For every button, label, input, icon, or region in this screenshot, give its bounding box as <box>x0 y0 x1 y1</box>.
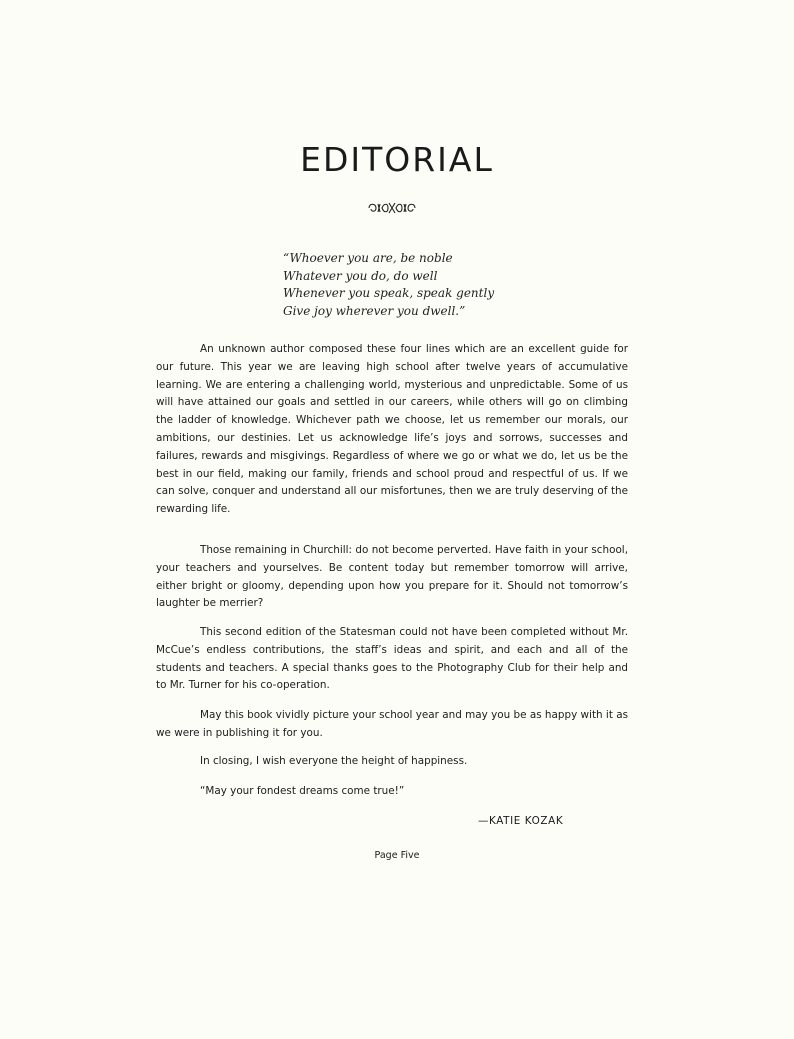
closing-line: In closing, I wish everyone the height of happiness. <box>200 755 468 767</box>
poem-verse <box>283 250 494 320</box>
poem-line: Give joy wherever you dwell.” <box>283 303 466 318</box>
poem-line: Whatever you do, do well <box>283 268 438 283</box>
poem-line: “Whoever you are, be noble <box>283 251 453 265</box>
page-title: EDITORIAL <box>300 140 494 179</box>
scroll-ornament-icon <box>366 200 418 216</box>
body-paragraph: May this book vividly picture your school year and may you be as happy with it as we were in publishing it for you. <box>156 709 628 739</box>
body-paragraph: This second edition of the Statesman could not have been completed without Mr. McCue’s endless contributions, the staff’s ideas and spirit, and each and all of the students and teachers. A special thanks goes to the Photography Club for their help and to Mr. Turner for his co-operation. <box>156 626 628 692</box>
page-number: Page Five <box>374 850 420 861</box>
closing-quote: “May your fondest dreams come true!” <box>200 785 405 797</box>
body-paragraph: An unknown author composed these four lines which are an excellent guide for our future. This year we are leaving high school after twelve years of accumulative learning. We are entering a challenging world, mysterious and unpredictable. Some of us will have attained our goals and settled in our careers, while others will go on climbing the ladder of knowledge. Whichever path we choose, let us remember our morals, our ambitions, our destinies. Let us acknowledge life’s joys and sorrows, successes and failures, rewards and misgivings. Regardless of where we go or what we do, let us be the best in our field, making our family, friends and school proud and respectful of us. If we can solve, conquer and understand all our misfortunes, then we are truly deserving of the rewarding life. <box>156 343 628 516</box>
author-signature: —KATIE KOZAK <box>478 815 564 827</box>
poem-line: Whenever you speak, speak gently <box>283 286 495 300</box>
body-paragraph: Those remaining in Churchill: do not become perverted. Have faith in your school, your teachers and yourselves. Be content today but remember tomorrow will arrive, either bright or gloomy, depending upon how you prepare for it. Should not tomorrow’s laughter be merrier? <box>156 544 628 610</box>
